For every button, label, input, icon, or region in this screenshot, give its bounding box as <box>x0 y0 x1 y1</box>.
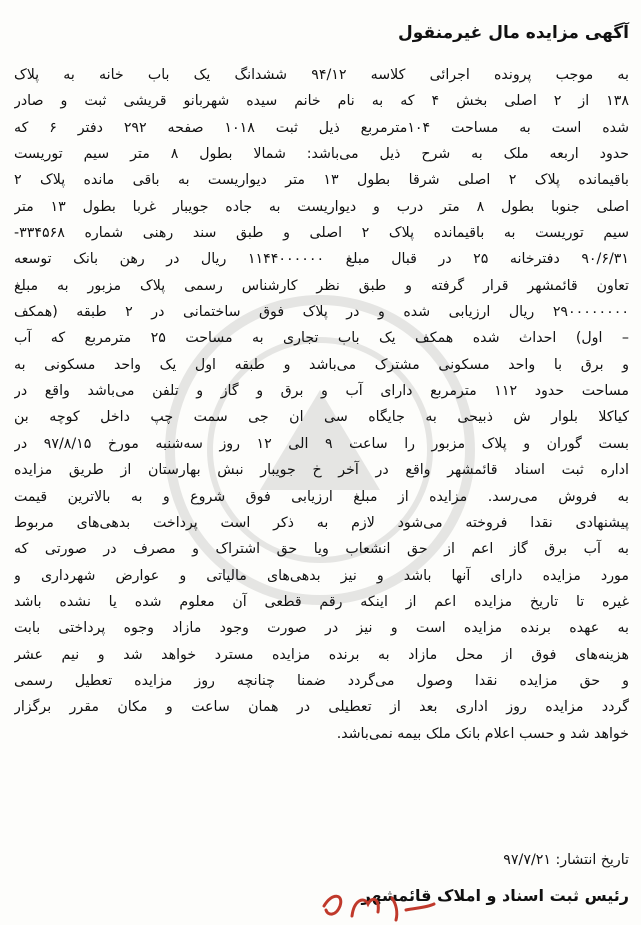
notice-line: پیشنهادی نقدا فروخته می‌شود لازم به ذکر است پرداخت بدهی‌های مربوط <box>14 514 629 531</box>
notice-line: به آب برق گاز اعم از حق انشعاب ویا حق اشتراک و مصرف در صورتی که <box>14 541 629 558</box>
notice-line: گردد مزایده روز اداری بعد از تعطیلی در همان ساعت و مکان مقرر برگزار <box>14 699 629 716</box>
notice-line: ۲۹۰۰۰۰۰۰۰۰ ریال ارزیابی شده و در پلاک فوق ساختمانی در ۲ طبقه (همکف <box>14 304 629 321</box>
notice-line: ۹۰/۶/۳۱ دفترخانه ۲۵ در قبال مبلغ ۱۱۴۴۰۰۰۰۰۰ ریال در رهن بانک توسعه <box>14 251 629 268</box>
notice-line: باقیمانده پلاک ۲ اصلی شرقا بطول ۱۳ متر دیواریست به باقی مانده پلاک ۲ <box>14 172 629 189</box>
notice-line: – اول) احداث شده همکف یک باب تجاری به مساحت ۲۵ مترمربع که آب <box>14 330 629 347</box>
notice-line: سیم توریست به باقیمانده پلاک ۲ اصلی و طبق سند رهنی شماره ۳۳۴۵۶۸- <box>14 225 629 242</box>
notice-line: مساحت حدود ۱۱۲ مترمربع دارای آب و برق و گاز و تلفن می‌باشد واقع در <box>14 383 629 400</box>
notice-line: به فروش می‌رسد. مزایده از مبلغ ارزیابی فوق شروع و به بالاترین قیمت <box>14 488 629 505</box>
notice-line: تعاون قائمشهر قرار گرفته و طبق نظر کارشناس رسمی پلاک مزبور به مبلغ <box>14 277 629 294</box>
notice-line: اصلی جنوبا بطول ۸ متر درب و دیواریست به جاده جویبار غربا بطول ۱۳ متر <box>14 198 629 215</box>
notice-line: مورد مزایده دارای آنها باشد و نیز بدهی‌های مالیاتی و عوارض شهرداری و <box>14 567 629 584</box>
notice-line: حدود اربعه ملک به شرح ذیل می‌باشد: شمالا بطول ۸ متر سیم توریست <box>14 146 629 163</box>
notice-line: خواهد شد و حسب اعلام بانک ملک بیمه نمی‌باشد. <box>336 725 629 742</box>
notice-line: کیاکلا بلوار ش ذبیحی به جایگاه سی ان جی سمت چپ داخل کوچه بن <box>14 409 629 426</box>
notice-line: شده است به مساحت ۱۰۴مترمربع ذیل ثبت ۱۰۱۸ صفحه ۲۹۲ دفتر ۶ که <box>14 119 629 136</box>
notice-line: ۱۳۸ از ۲ اصلی بخش ۴ که به نام خانم سیده شهربانو قریشی ثبت و صادر <box>14 93 629 110</box>
publish-date: تاریخ انتشار: ۹۷/۷/۲۱ <box>503 852 629 868</box>
notice-line: هزینه‌های فوق از محل مازاد به برنده مزایده مسترد خواهد شد و نیم عشر <box>14 646 629 663</box>
notice-line: و حق مزایده نقدا وصول می‌گردد ضمنا چنانچه روز مزایده تعطیل رسمی <box>14 672 629 689</box>
notice-title: آگهی مزایده مال غیرمنقول <box>398 23 629 43</box>
handwritten-number <box>318 886 438 924</box>
notice-line: به عهده برنده مزایده است و نیز در صورت وجود مازاد وجوه پرداختی بابت <box>14 620 629 637</box>
notice-line: اداره ثبت اسناد قائمشهر واقع در آخر خ جویبار نبش بهارستان از طریق مزایده <box>14 462 629 479</box>
signature-line: رئیس ثبت اسناد و املاک قائمشهر <box>361 886 629 905</box>
notice-line: به موجب پرونده اجرائی کلاسه ۹۴/۱۲ ششدانگ یک باب خانه به پلاک <box>14 67 629 83</box>
notice-line: بست گوران و پلاک مزبور را ساعت ۹ الی ۱۲ روز سه‌شنبه مورخ ۹۷/۸/۱۵ در <box>14 435 629 452</box>
notice-body <box>14 62 629 747</box>
notice-line: و برق با واحد مسکونی مشترک می‌باشد و طبقه اول یک واحد مسکونی به <box>14 356 629 373</box>
notice-line: غیره تا تاریخ مزایده اعم از اینکه رقم قطعی آن معلوم شده یا نشده باشد <box>14 593 629 610</box>
